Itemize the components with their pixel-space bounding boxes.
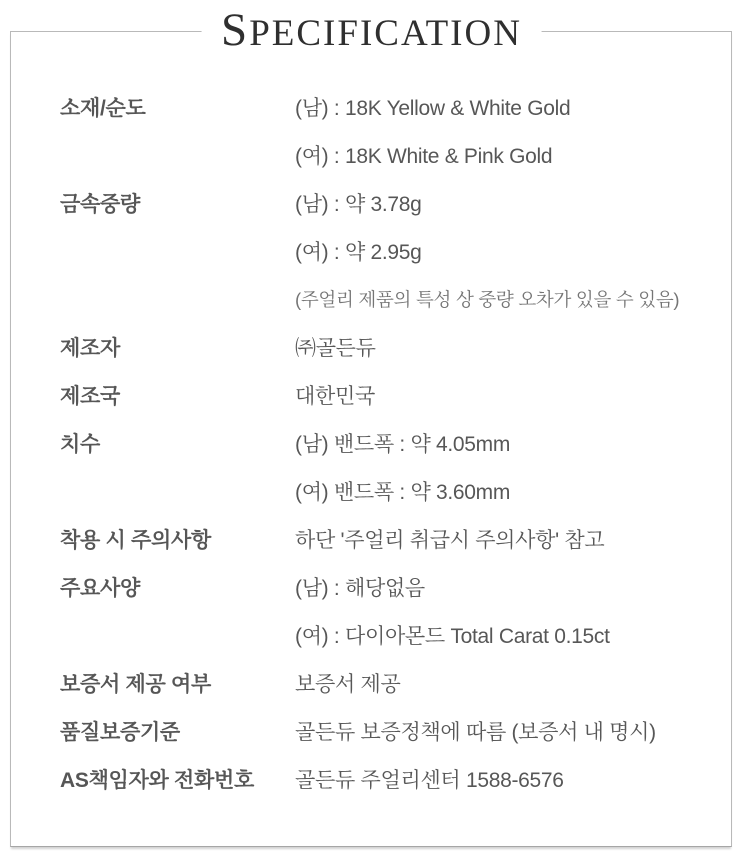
spec-value-line: (여) : 다이아몬드 Total Carat 0.15ct xyxy=(295,625,610,648)
spec-row-label: 소재/순도 xyxy=(60,97,146,120)
spec-row-values xyxy=(295,83,725,179)
spec-value-line: (여) : 약 2.95g xyxy=(295,241,422,264)
spec-value-line: (여) 밴드폭 : 약 3.60mm xyxy=(295,481,511,504)
spec-value-line: 보증서 제공 xyxy=(295,673,401,696)
spec-value-line: 대한민국 xyxy=(295,385,375,408)
spec-row-label: 보증서 제공 여부 xyxy=(60,673,211,696)
spec-row xyxy=(60,755,725,803)
spec-row-label: 치수 xyxy=(60,433,100,456)
spec-row-values xyxy=(295,563,725,659)
spec-value-line: (주얼리 제품의 특성 상 중량 오차가 있을 수 있음) xyxy=(295,289,680,310)
spec-row xyxy=(60,563,725,659)
spec-row xyxy=(60,179,725,323)
spec-row xyxy=(60,419,725,515)
spec-value-line: ㈜골든듀 xyxy=(295,337,376,360)
spec-value-line: 골든듀 보증정책에 따름 (보증서 내 명시) xyxy=(295,721,656,744)
spec-row xyxy=(60,515,725,563)
spec-value-line: (남) : 해당없음 xyxy=(295,577,425,600)
spec-row-values xyxy=(295,371,725,419)
spec-value-line: 하단 '주얼리 취급시 주의사항' 참고 xyxy=(295,529,605,552)
spec-table xyxy=(60,83,725,803)
spec-row-values xyxy=(295,707,725,755)
spec-row-values xyxy=(295,755,725,803)
spec-row xyxy=(60,707,725,755)
spec-value-line: 골든듀 주얼리센터 1588-6576 xyxy=(295,769,564,792)
spec-row-label: 품질보증기준 xyxy=(60,721,180,744)
spec-value-line: (여) : 18K White & Pink Gold xyxy=(295,145,553,168)
spec-row-values xyxy=(295,323,725,371)
spec-row-values xyxy=(295,515,725,563)
spec-row xyxy=(60,323,725,371)
spec-row xyxy=(60,83,725,179)
spec-value-line: (남) 밴드폭 : 약 4.05mm xyxy=(295,433,511,456)
spec-row-label: 제조국 xyxy=(60,385,120,408)
spec-value-line: (남) : 18K Yellow & White Gold xyxy=(295,97,571,120)
spec-row-label: 제조자 xyxy=(60,337,120,360)
spec-row xyxy=(60,371,725,419)
spec-row-label: 착용 시 주의사항 xyxy=(60,529,211,552)
spec-row-label: 금속중량 xyxy=(60,193,140,216)
spec-row-values xyxy=(295,659,725,707)
spec-value-line: (남) : 약 3.78g xyxy=(295,193,422,216)
spec-row-values xyxy=(295,179,725,323)
spec-row-label: 주요사양 xyxy=(60,577,140,600)
spec-title: SPECIFICATION xyxy=(201,4,542,60)
spec-row xyxy=(60,659,725,707)
spec-row-label: AS책임자와 전화번호 xyxy=(60,769,254,792)
spec-row-values xyxy=(295,419,725,515)
